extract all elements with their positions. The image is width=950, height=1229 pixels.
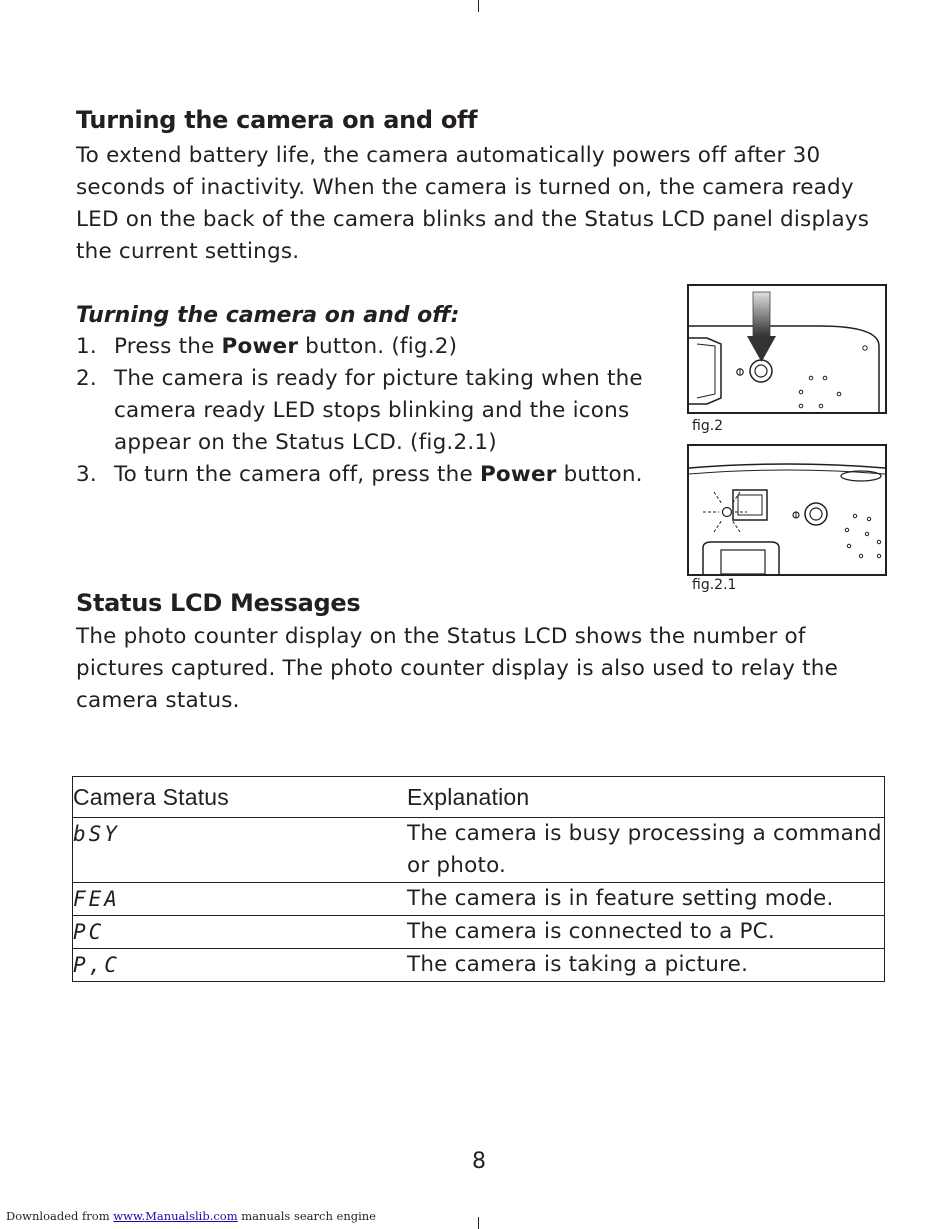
figure-caption: fig.2.1 [692, 577, 737, 593]
status-messages-table [72, 776, 885, 982]
status-lcd-paragraph: The photo counter display on the Status LCD shows the number of pictures captured. The photo counter display is also used to relay the camera status. [76, 624, 839, 713]
table-header-row [73, 777, 885, 818]
power-steps-list [76, 331, 656, 491]
status-code-cell: P,C [73, 949, 408, 982]
explanation-cell: The camera is connected to a PC. [407, 916, 885, 949]
step-bold-text: Power [479, 462, 557, 487]
figure-caption: fig.2 [692, 418, 724, 434]
list-item [76, 459, 656, 491]
column-header-explanation: Explanation [407, 777, 885, 818]
explanation-cell: The camera is taking a picture. [407, 949, 885, 982]
footer-suffix: manuals search engine [237, 1209, 376, 1223]
step-text: The camera is ready for picture taking when the camera ready LED stops blinking and the icons appear on the Status LCD. (fig.2.1) [114, 366, 643, 455]
steps-subheading: Turning the camera on and off: [76, 303, 460, 328]
column-header-camera-status: Camera Status [73, 777, 408, 818]
step-number: 1. [76, 334, 97, 359]
download-footer [6, 1208, 376, 1224]
crop-mark-top [478, 0, 479, 12]
table-row [73, 883, 885, 916]
table-row [73, 916, 885, 949]
step-text: To turn the camera off, press the [114, 462, 480, 487]
step-text: Press the [114, 334, 222, 359]
camera-top-illustration [689, 286, 885, 412]
table-row [73, 949, 885, 982]
status-code-cell: PC [73, 916, 408, 949]
status-code-cell: bSY [73, 818, 408, 883]
explanation-cell: The camera is in feature setting mode. [407, 883, 885, 916]
table-row [73, 818, 885, 883]
list-item [76, 331, 656, 363]
page-number: 8 [472, 1149, 486, 1174]
step-number: 3. [76, 462, 97, 487]
step-text: button. [556, 462, 643, 487]
section-heading-status-lcd: Status LCD Messages [76, 589, 361, 617]
step-number: 2. [76, 366, 97, 391]
figure-power-button [687, 284, 887, 414]
footer-prefix: Downloaded from [6, 1209, 114, 1223]
step-text: button. (fig.2) [298, 334, 458, 359]
status-code-cell: FEA [73, 883, 408, 916]
power-paragraph: To extend battery life, the camera automatically powers off after 30 seconds of inactivity. When the camera is turned on, the camera ready LED on the back of the camera blinks and the Status LCD panel displays the current settings. [76, 143, 870, 264]
figure-status-lcd [687, 444, 887, 576]
step-bold-text: Power [221, 334, 299, 359]
section-heading-power: Turning the camera on and off [76, 106, 478, 134]
explanation-cell: The camera is busy processing a command or photo. [407, 818, 885, 883]
list-item [76, 363, 656, 459]
crop-mark-bottom [478, 1217, 479, 1229]
camera-back-illustration [689, 446, 885, 574]
manualslib-link[interactable]: www.Manualslib.com [113, 1209, 238, 1223]
